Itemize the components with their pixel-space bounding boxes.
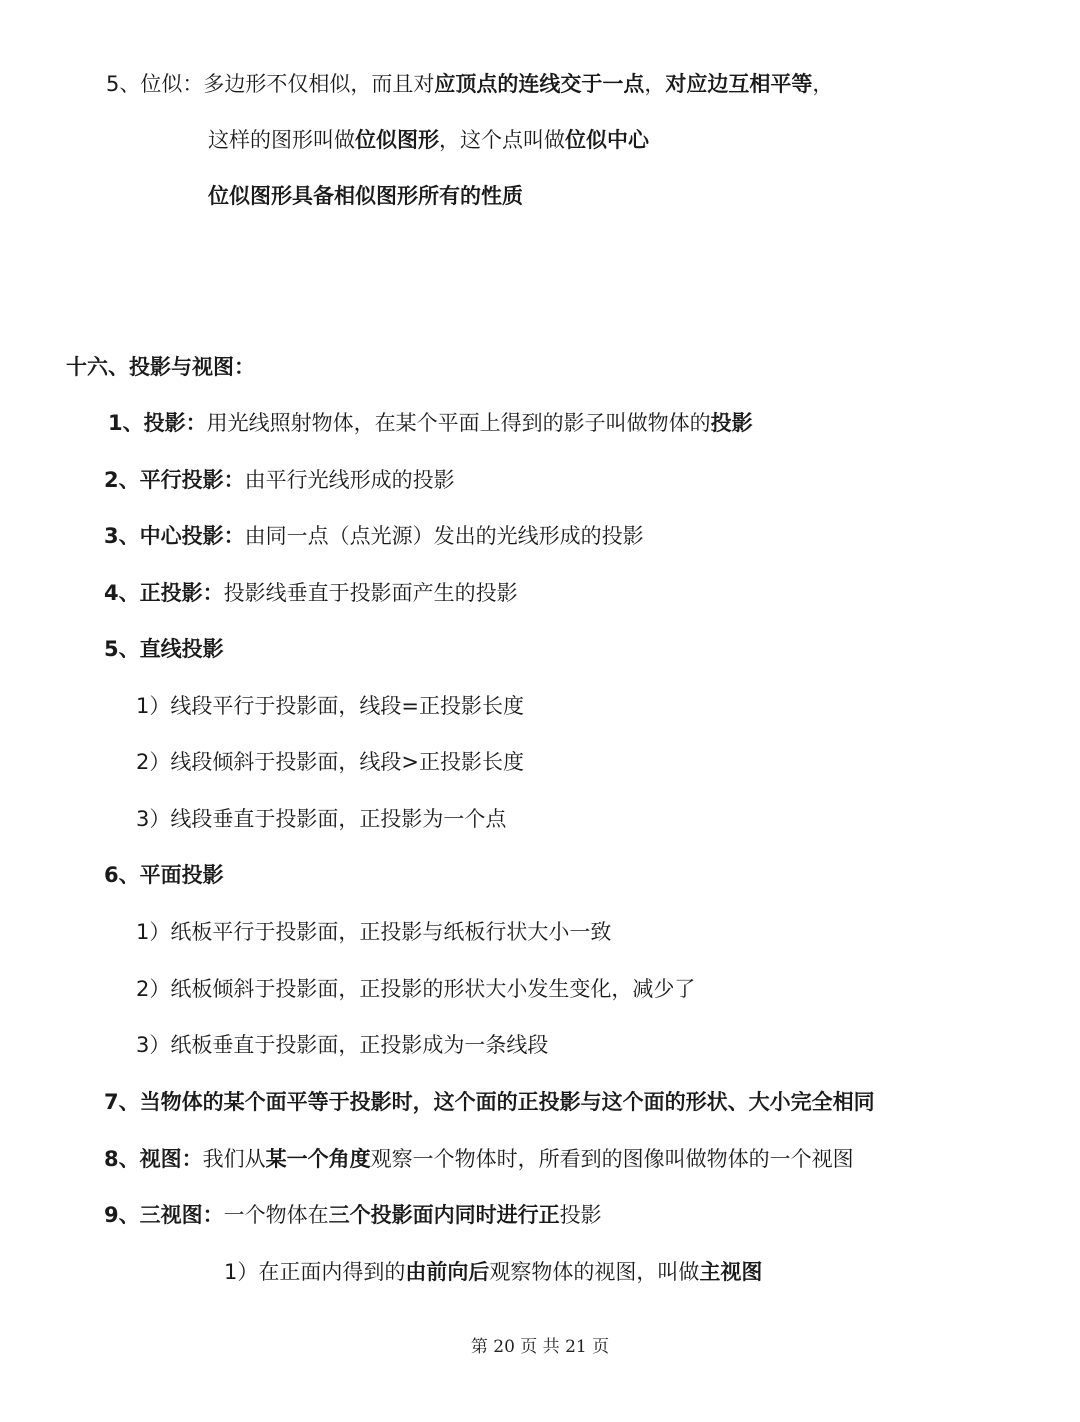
bold-text: 主视图 — [699, 1260, 763, 1284]
text: 这样的图形叫做 — [208, 128, 355, 152]
text: 我们从 — [202, 1147, 266, 1171]
item-plane-projection: 6、平面投影 — [104, 863, 224, 887]
item-parallel-projection — [104, 466, 455, 494]
item-lead: 4、正投影： — [104, 581, 224, 605]
text: 投影线垂直于投影面产生的投影 — [223, 581, 518, 605]
bold-text: 某一个角度 — [265, 1147, 371, 1171]
item-parallel-face: 7、当物体的某个面平等于投影时，这个面的正投影与这个面的形状、大小完全相同 — [104, 1090, 875, 1114]
bold-text: 由前向后 — [405, 1260, 490, 1284]
item-lead: 8、视图： — [104, 1147, 203, 1171]
sub-item: 3）线段垂直于投影面，正投影为一个点 — [136, 807, 507, 831]
item-projection — [108, 409, 753, 437]
item-lead: 3、中心投影： — [104, 524, 245, 548]
text: 用光线照射物体，在某个平面上得到的影子叫做物体的 — [206, 411, 711, 435]
item-line-projection: 5、直线投影 — [104, 637, 224, 661]
item-lead: 2、平行投影： — [104, 468, 245, 492]
text: 由平行光线形成的投影 — [244, 468, 455, 492]
text: 一个物体在 — [223, 1203, 329, 1227]
item-lead: 1、投影： — [108, 411, 207, 435]
similar-figure-item — [106, 70, 833, 98]
item-number: 5、 — [106, 72, 141, 96]
text: 位似：多边形不仅相似，而且对 — [140, 72, 435, 96]
bold-text: 位似图形具备相似图形所有的性质 — [208, 184, 523, 208]
bold-text: 对应边互相平等 — [665, 72, 813, 96]
section-heading: 十六、投影与视图： — [66, 355, 255, 379]
text: ， — [812, 72, 834, 96]
text: 投影 — [559, 1203, 602, 1227]
text: 由同一点（点光源）发出的光线形成的投影 — [244, 524, 644, 548]
item-view — [104, 1145, 854, 1173]
bold-text: 位似中心 — [565, 128, 649, 152]
text: ， — [644, 72, 666, 96]
bold-text: 投影 — [710, 411, 753, 435]
sub-item: 1）纸板平行于投影面，正投影与纸板行状大小一致 — [136, 920, 612, 944]
sub-item: 2）线段倾斜于投影面，线段>正投影长度 — [136, 750, 524, 774]
sub-item-front-view — [224, 1258, 762, 1286]
page-footer: 第 20 页 共 21 页 — [470, 1337, 610, 1357]
bold-text: 位似图形 — [355, 128, 439, 152]
text: ，这个点叫做 — [439, 128, 565, 152]
sub-item: 3）纸板垂直于投影面，正投影成为一条线段 — [136, 1033, 549, 1057]
similar-figure-property — [208, 182, 523, 210]
item-orthographic-projection — [104, 579, 518, 607]
sub-item: 1）线段平行于投影面，线段=正投影长度 — [136, 694, 524, 718]
sub-item: 2）纸板倾斜于投影面，正投影的形状大小发生变化，减少了 — [136, 977, 696, 1001]
similar-figure-definition — [208, 126, 649, 154]
bold-text: 应顶点的连线交于一点 — [434, 72, 645, 96]
item-three-views — [104, 1201, 602, 1229]
bold-text: 三个投影面内同时进行正 — [328, 1203, 560, 1227]
item-central-projection — [104, 522, 644, 550]
text: 观察物体的视图，叫做 — [489, 1260, 700, 1284]
text: 1）在正面内得到的 — [224, 1260, 406, 1284]
item-lead: 9、三视图： — [104, 1203, 224, 1227]
text: 观察一个物体时，所看到的图像叫做物体的一个视图 — [370, 1147, 854, 1171]
